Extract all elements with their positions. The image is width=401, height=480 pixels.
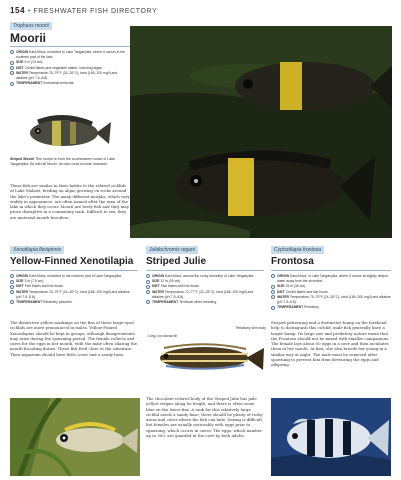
origin-icon bbox=[10, 50, 14, 54]
moorii-title: Moorii bbox=[10, 31, 46, 45]
julie-rule bbox=[146, 270, 264, 271]
origin-icon bbox=[146, 274, 150, 278]
diet-icon bbox=[10, 285, 14, 289]
diet-icon bbox=[271, 290, 275, 294]
julie-title: Striped Julie bbox=[146, 256, 207, 267]
fact-row: ORIGIN East Africa, around the rocky shoreline of Lake Tanganyika. bbox=[146, 274, 264, 279]
section-title: FRESHWATER FISH DIRECTORY bbox=[33, 8, 158, 15]
fact-row: WATER Temperature 75–79°F (24–26°C); hard (165–200 mg/l) and alkaline (pH 7.5–8.8). bbox=[271, 295, 391, 305]
fact-row: WATER Temperature 72–77°F (22–25°C); hard (165–200 mg/l) and alkaline (pH 7.5–8.8). bbox=[146, 290, 264, 300]
xenotilapia-rule bbox=[10, 270, 138, 271]
size-icon bbox=[146, 280, 150, 284]
water-icon bbox=[10, 71, 14, 75]
fact-row: SIZE 12 in (30 cm). bbox=[146, 279, 264, 284]
running-header bbox=[10, 6, 157, 15]
moorii-body: These fish are similar in their habits to the related cichlids of Lake Malawi, feeding on algae growing on rocks around the lake's perimeter. The many different morphs, which vary widely in appearance, are often named after the area of the lake in which they occur. Moorii are lively fish and they may prove disruptive in a community tank. Difficult to sex, they are maternal mouth-brooders. bbox=[10, 183, 130, 220]
frontosa-rule bbox=[271, 270, 391, 271]
fact-row: DIET Fish flakes and live foods. bbox=[146, 284, 264, 289]
xenotilapia-body: The distinctive yellow markings on the fins of these large-eyed cichlids are more pronounced in males. Yellow-Finned Xenotilapias should be kept in groups, although disagreements may arise during the spawning period. The female collects and cares for the eggs in her mouth, with the male often sharing the mouth-brooding duties. These fish feed close to the substrate. Their aquarium should have little cover and a sandy base. bbox=[10, 320, 138, 357]
page-number: 154 bbox=[10, 6, 26, 15]
fact-row: TEMPERAMENT Predatory. bbox=[271, 305, 391, 310]
fact-row: SIZE 5 in (13 cm). bbox=[10, 60, 128, 65]
fact-row: SIZE 15 in (35 cm). bbox=[271, 284, 391, 289]
moorii-photo-art bbox=[130, 26, 392, 238]
temperament-icon bbox=[10, 82, 14, 86]
diet-icon bbox=[10, 66, 14, 70]
header-bullet: • bbox=[27, 8, 31, 15]
temperament-icon bbox=[10, 300, 14, 304]
size-icon bbox=[10, 61, 14, 65]
fact-row: WATER Temperature 75–79°F (24–26°C); hard (165–200 mg/l) and alkaline (pH 7.5–8.8). bbox=[10, 71, 128, 81]
fact-row: ORIGIN East Africa; restricted to Lake Tanganyika, where it occurs in the southern part of the lake. bbox=[10, 50, 128, 60]
moorii-facts bbox=[10, 50, 128, 86]
water-icon bbox=[271, 295, 275, 299]
size-icon bbox=[10, 280, 14, 284]
fact-row: DIET Cichlid flakes and live foods. bbox=[271, 290, 391, 295]
frontosa-body: Striped patterning and a distinctive hump on the forehead help to distinguish this cichlid; male fish generally have a larger hump. Its large size and predatory nature mean that the Frontosa should not be mixed with smaller companions. The female lays about 50 eggs in a cave and then incubates them in her mouth. At first, she also broods her young in a similar way at night. The male must be removed after spawning to prevent him from devouring the eggs and offspring. bbox=[271, 320, 390, 368]
fact-row: ORIGIN East Africa; in Lake Tanganyika, where it occurs at slightly deeper water away from the shoreline. bbox=[271, 274, 391, 284]
striped-moorii-caption: Striped Moorii This morph is from the southeastern coast of Lake Tanganyika. As with all Moorii, its care must include rockwork. bbox=[10, 157, 116, 166]
diet-icon bbox=[146, 285, 150, 289]
julie-sci-name: Julidochromis regani bbox=[146, 246, 198, 254]
origin-icon bbox=[271, 274, 275, 278]
xenotilapia-facts bbox=[10, 274, 136, 305]
frontosa-photo bbox=[271, 398, 391, 476]
xenotilapia-photo bbox=[10, 398, 140, 476]
water-icon bbox=[10, 290, 14, 294]
julie-label-dorsal: Long, low dorsal fin bbox=[148, 334, 178, 338]
temperament-icon bbox=[146, 300, 150, 304]
fact-row: DIET Cichlid flakes and vegetable matter, including algae. bbox=[10, 66, 128, 71]
striped-moorii-photo bbox=[18, 112, 113, 152]
xenotilapia-sci-name: Xenotilapia flavipinnis bbox=[10, 246, 64, 254]
frontosa-facts bbox=[271, 274, 391, 310]
fact-row: TEMPERAMENT Relatively peaceful. bbox=[10, 300, 136, 305]
size-icon bbox=[271, 285, 275, 289]
julie-label-body: Relatively slim body bbox=[236, 326, 266, 330]
yellow-banded-moorii-photo bbox=[130, 26, 392, 238]
moorii-sci-name: Tropheus moorii bbox=[10, 22, 52, 30]
xenotilapia-title: Yellow-Finned Xenotilapia bbox=[10, 256, 134, 267]
fact-row: DIET Fish flakes and live foods. bbox=[10, 284, 136, 289]
frontosa-sci-name: Cyphotilapia frontosa bbox=[271, 246, 324, 254]
fact-row: ORIGIN East Africa; restricted to the northern part of Lake Tanganyika. bbox=[10, 274, 136, 279]
julie-body: The chocolate-colored body of the Striped Julie has pale yellow stripes along its length, and there is often some blue on the lower fins. A tank for this relatively large cichlid needs a sandy base; there should be plenty of rocky areas and caves where the fish can hide. Sexing is difficult, but females are usually noticeably with eggs prior to spawning, which occurs in caves. The eggs, which number up to 300, are guarded in the cave by both adults. bbox=[146, 396, 264, 439]
xenotilapia-photo-art bbox=[10, 398, 140, 476]
fact-row: TEMPERAMENT Somewhat territorial. bbox=[10, 81, 128, 86]
origin-icon bbox=[10, 274, 14, 278]
fact-row: SIZE 3 in (7.5 cm). bbox=[10, 279, 136, 284]
fact-row: TEMPERAMENT Territorial when breeding. bbox=[146, 300, 264, 305]
frontosa-title: Frontosa bbox=[271, 256, 314, 267]
frontosa-photo-art bbox=[271, 398, 391, 476]
julie-facts bbox=[146, 274, 264, 305]
water-icon bbox=[146, 290, 150, 294]
fact-row: WATER Temperature 75–79°F (24–26°C); hard (165–200 mg/l) and alkaline (pH 7.5–8.8). bbox=[10, 290, 136, 300]
temperament-icon bbox=[271, 306, 275, 310]
